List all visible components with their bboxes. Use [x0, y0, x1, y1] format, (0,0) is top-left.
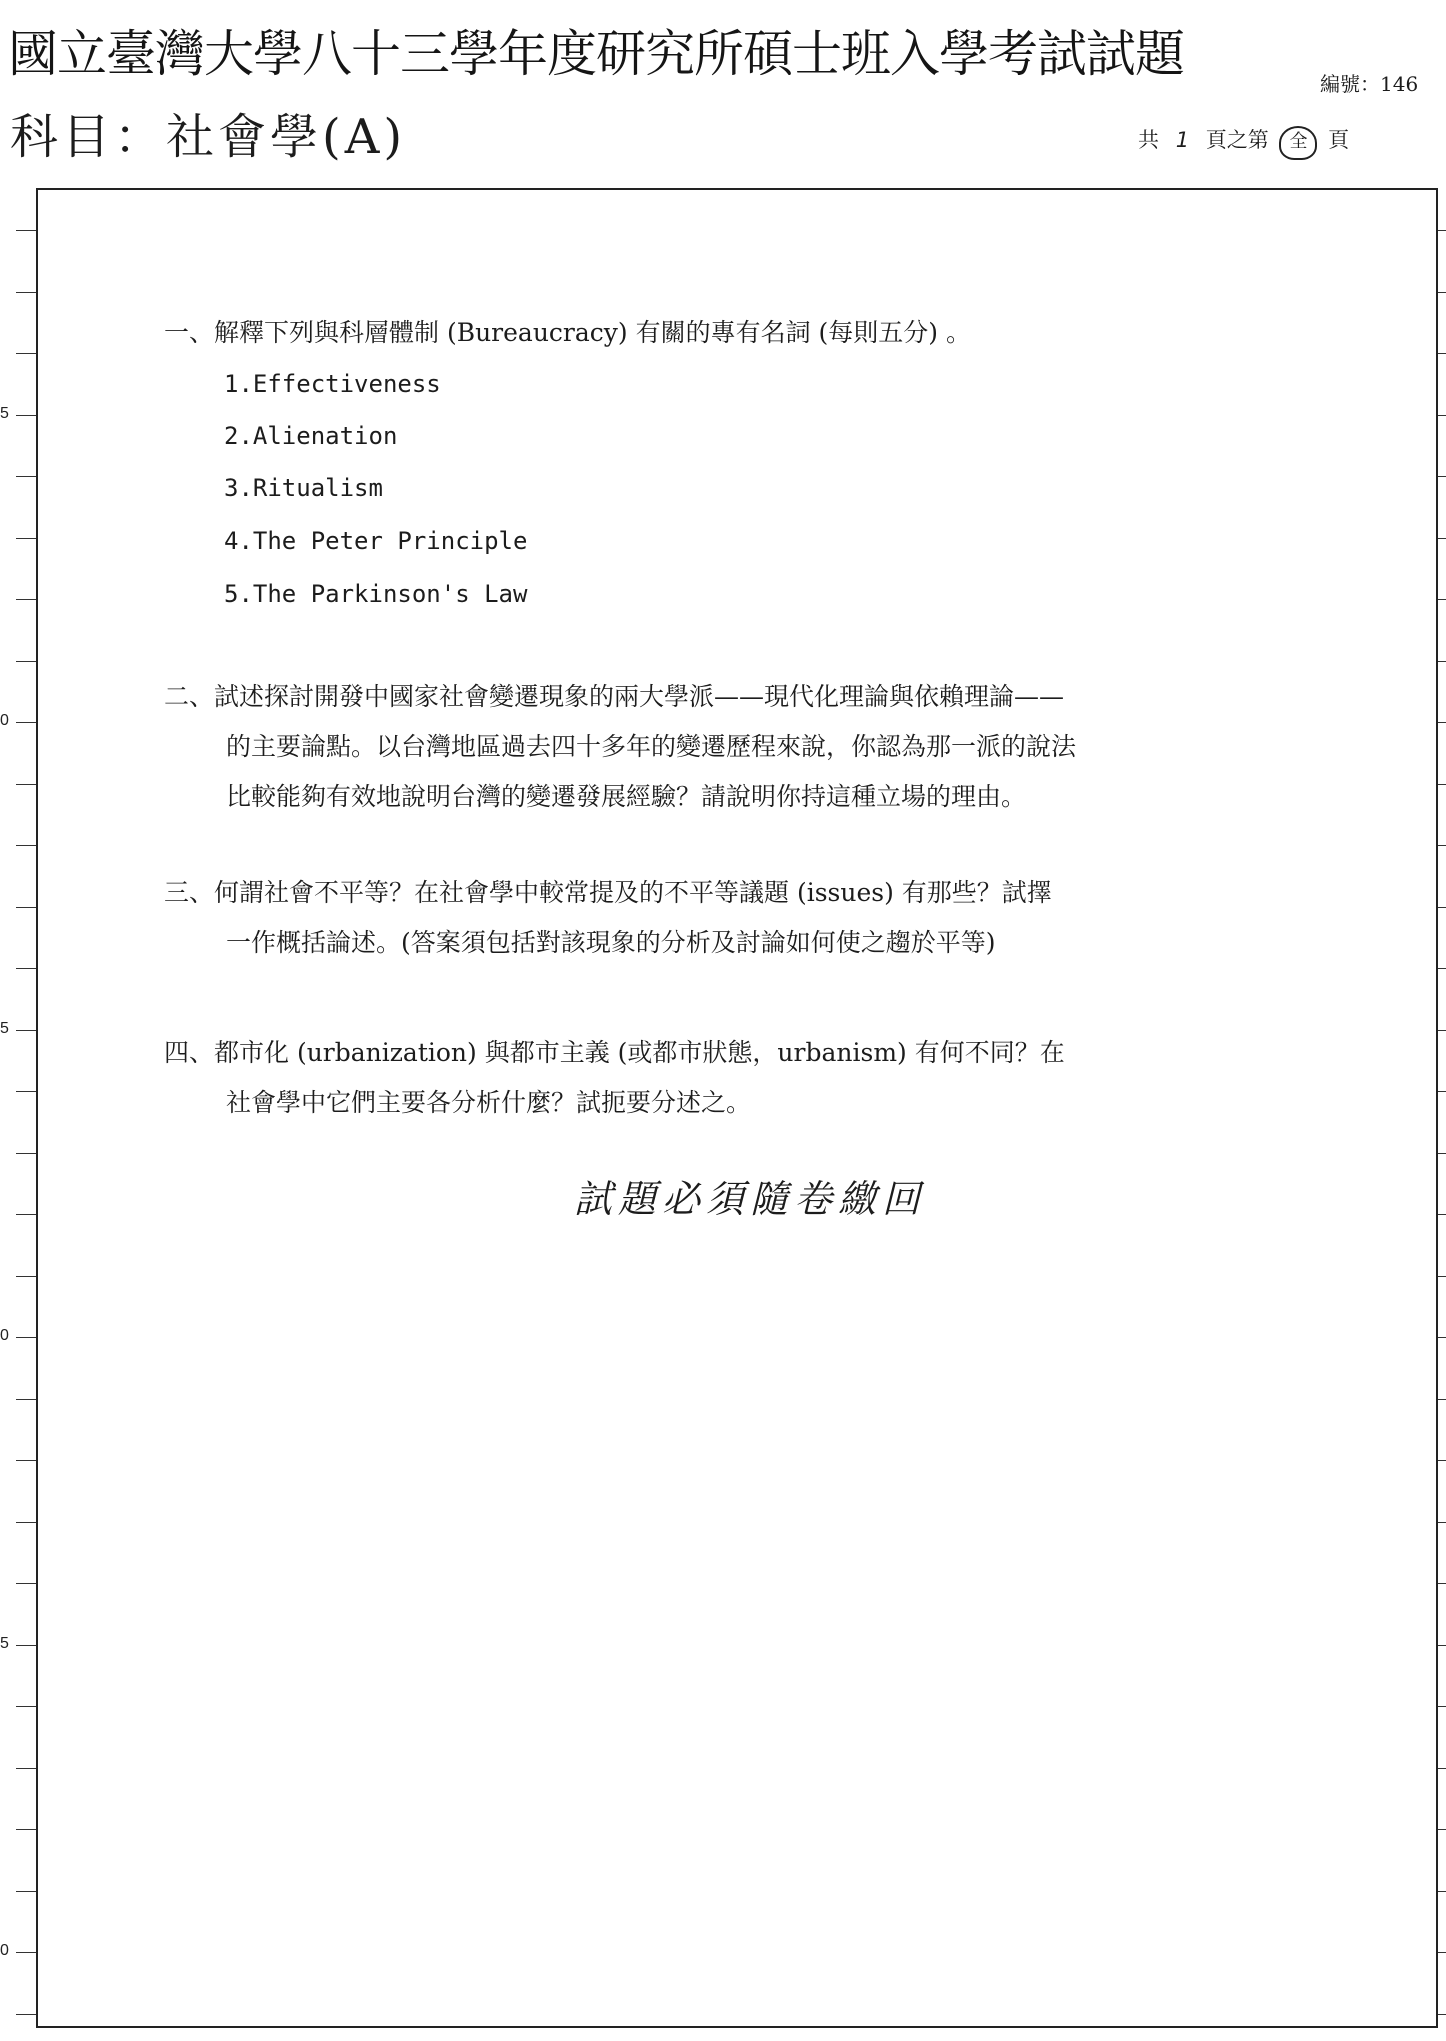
page-current: 全 — [1279, 126, 1317, 160]
ruler-tick — [16, 476, 36, 477]
subject-line: 科目：社會學(A) — [10, 109, 407, 165]
ruler-label: 0 — [0, 1327, 9, 1344]
ruler-tick — [16, 1952, 36, 1953]
ruler-tick — [16, 538, 36, 539]
ruler-tick-right — [1438, 415, 1446, 416]
question-1 — [164, 308, 1264, 358]
page-info-middle: 頁之第 — [1205, 128, 1269, 152]
ruler-tick — [16, 353, 36, 354]
ruler-tick — [16, 1153, 36, 1154]
ruler-tick-right — [1438, 1706, 1446, 1707]
ruler-tick-right — [1438, 538, 1446, 539]
ruler-tick-right — [1438, 845, 1446, 846]
ruler-tick — [16, 599, 36, 600]
ruler-tick-right — [1438, 722, 1446, 723]
question-4-line-1: 四、都市化 (urbanization) 與都市主義 (或都市狀態，urbanism) 有何不同？在 — [164, 1038, 1065, 1067]
ruler-tick-right — [1438, 1768, 1446, 1769]
ruler-tick — [16, 1829, 36, 1830]
page-info — [1138, 124, 1349, 160]
ruler-tick-right — [1438, 1583, 1446, 1584]
ruler-tick — [16, 1706, 36, 1707]
ruler-tick — [16, 230, 36, 231]
ruler-tick-right — [1438, 1399, 1446, 1400]
ruler-tick — [16, 1522, 36, 1523]
ruler-tick-right — [1438, 1214, 1446, 1215]
question-3-line-2: 一作概括論述。(答案須包括對該現象的分析及討論如何使之趨於平等) — [226, 928, 996, 957]
exam-title: 國立臺灣大學八十三學年度研究所碩士班入學考試試題 — [8, 25, 1184, 83]
question-4-line-2: 社會學中它們主要各分析什麼？試扼要分述之。 — [226, 1088, 752, 1117]
ruler-tick — [16, 2014, 36, 2015]
ruler-tick — [16, 661, 36, 662]
ruler-tick — [16, 784, 36, 785]
ruler-label: 0 — [0, 712, 9, 729]
question-3 — [164, 868, 1264, 968]
term-3: 3.Ritualism — [224, 474, 383, 502]
question-1-line-1: 一、解釋下列與科層體制 (Bureaucracy) 有關的專有名詞 (每則五分) 。 — [164, 318, 972, 347]
ruler-tick — [16, 1030, 36, 1031]
question-2-line-2: 的主要論點。以台灣地區過去四十多年的變遷歷程來說，你認為那一派的說法 — [226, 732, 1077, 761]
ruler-tick-right — [1438, 1337, 1446, 1338]
question-4 — [164, 1028, 1264, 1128]
ruler-label: 5 — [0, 1635, 9, 1652]
ruler-tick — [16, 415, 36, 416]
ruler-tick-right — [1438, 1522, 1446, 1523]
page-total: 1 — [1175, 128, 1190, 152]
ruler-tick-right — [1438, 784, 1446, 785]
ruler-tick-right — [1438, 292, 1446, 293]
term-5: 5.The Parkinson's Law — [224, 580, 528, 608]
ruler-tick-right — [1438, 968, 1446, 969]
ruler-tick — [16, 1583, 36, 1584]
question-2 — [164, 672, 1264, 822]
ruler-tick-right — [1438, 599, 1446, 600]
ruler-tick-right — [1438, 1460, 1446, 1461]
ruler-tick-right — [1438, 1952, 1446, 1953]
ruler-tick-right — [1438, 1276, 1446, 1277]
ruler-tick-right — [1438, 907, 1446, 908]
ruler-tick-right — [1438, 476, 1446, 477]
term-1: 1.Effectiveness — [224, 370, 441, 398]
ruler-tick — [16, 1460, 36, 1461]
ruler-tick — [16, 845, 36, 846]
ruler-tick — [16, 1091, 36, 1092]
page-info-prefix: 共 — [1138, 128, 1159, 152]
term-4: 4.The Peter Principle — [224, 527, 528, 555]
question-3-line-1: 三、何謂社會不平等？在社會學中較常提及的不平等議題 (issues) 有那些？試擇 — [164, 878, 1052, 907]
ruler-tick — [16, 1214, 36, 1215]
ruler-tick-right — [1438, 2014, 1446, 2015]
ruler-label: 0 — [0, 1942, 9, 1959]
ruler-tick-right — [1438, 661, 1446, 662]
ruler-tick-right — [1438, 1891, 1446, 1892]
ruler-tick — [16, 1768, 36, 1769]
question-2-line-1: 二、試述探討開發中國家社會變遷現象的兩大學派——現代化理論與依賴理論—— — [164, 682, 1065, 711]
ruler-tick — [16, 722, 36, 723]
return-notice: 試題必須隨卷繳回 — [574, 1177, 927, 1221]
ruler-tick-right — [1438, 1829, 1446, 1830]
ruler-tick-right — [1438, 353, 1446, 354]
ruler-tick — [16, 1276, 36, 1277]
ruler-tick — [16, 292, 36, 293]
ruler-tick-right — [1438, 1645, 1446, 1646]
ruler-label: 5 — [0, 1020, 9, 1037]
ruler-label: 5 — [0, 405, 9, 422]
ruler-tick — [16, 1645, 36, 1646]
ruler-tick — [16, 1337, 36, 1338]
ruler-tick-right — [1438, 1153, 1446, 1154]
ruler-tick — [16, 1891, 36, 1892]
ruler-tick-right — [1438, 1091, 1446, 1092]
ruler-tick — [16, 907, 36, 908]
question-2-line-3: 比較能夠有效地說明台灣的變遷發展經驗？請說明你持這種立場的理由。 — [226, 782, 1027, 811]
ruler-tick — [16, 968, 36, 969]
ruler-tick-right — [1438, 230, 1446, 231]
ruler-tick — [16, 1399, 36, 1400]
page-info-suffix: 頁 — [1328, 128, 1350, 152]
term-2: 2.Alienation — [224, 422, 398, 450]
exam-code: 編號：146 — [1320, 72, 1419, 96]
ruler-tick-right — [1438, 1030, 1446, 1031]
